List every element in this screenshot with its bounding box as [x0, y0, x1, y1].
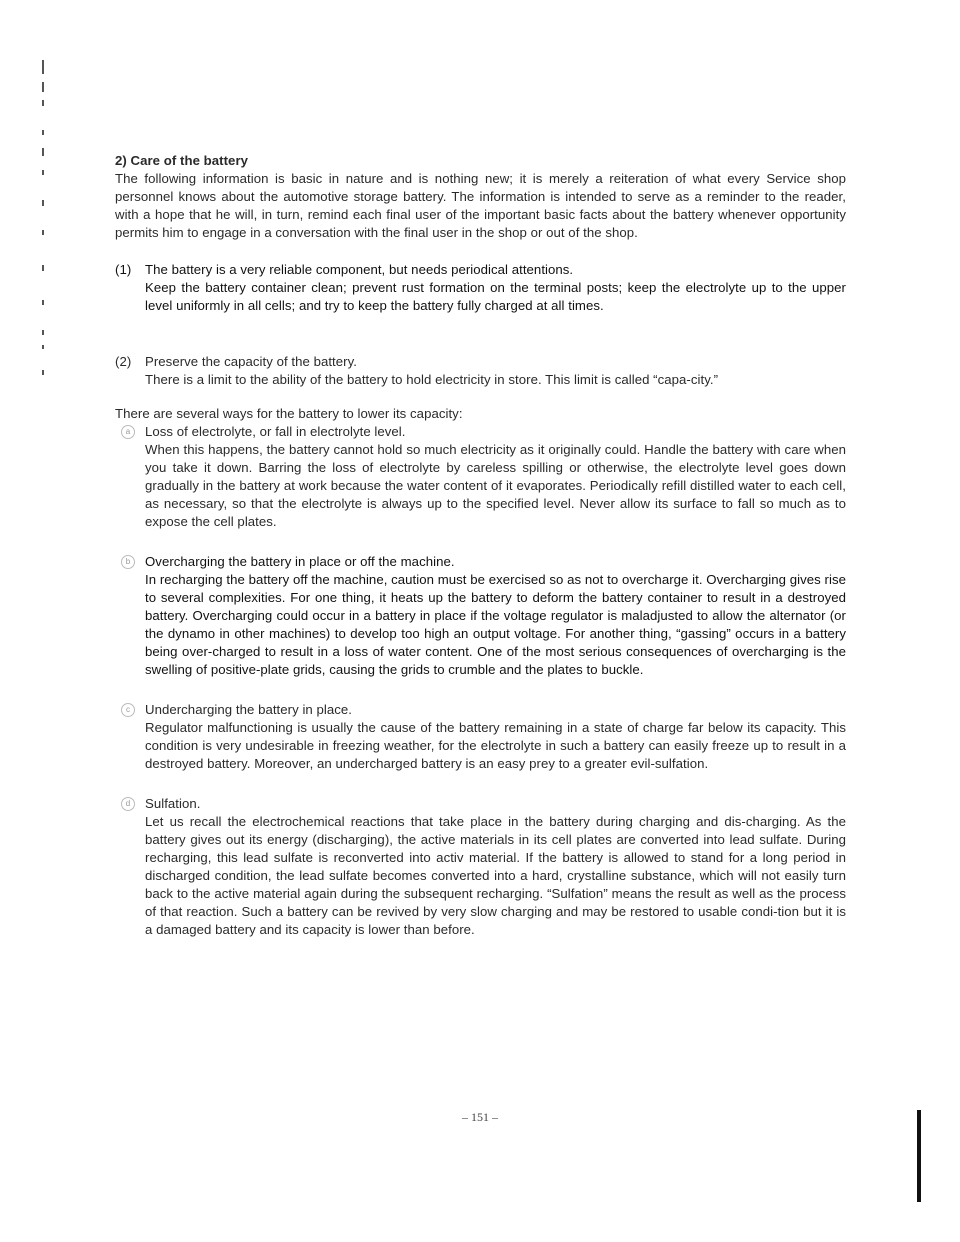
item-b: [115, 553, 846, 679]
item-c-marker: c: [121, 703, 135, 717]
section-1-title: The battery is a very reliable component, but needs periodical attentions.: [145, 262, 574, 277]
item-b-marker: b: [121, 555, 135, 569]
item-d-body: Let us recall the electrochemical reactions that take place in the battery during charging and dis-charging. As the battery gives out its energy (discharging), the active materials in its cell plates are converted into lead sulfate. During recharging, this lead sulfate is reconverted into activ material. If the battery is allowed to stand for a long period in discharged condition, the lead sulfate becomes converted into a hard, crystalline substance, which will not easily turn back to the active material again during the subsequent recharging. “Sulfation” means the result as well as the process of that reaction. Such a battery can be revived by very slow charging and may be restored to usable condi-tion but it is a damaged battery and its capacity is lower than before.: [145, 814, 846, 937]
section-1: [115, 261, 846, 315]
edge-rule: [917, 1110, 921, 1202]
page-content: [115, 152, 846, 939]
item-a-title: Loss of electrolyte, or fall in electrolyte level.: [145, 424, 406, 439]
item-c-title: Undercharging the battery in place.: [145, 702, 353, 717]
item-d-marker: d: [121, 797, 135, 811]
item-b-title: Overcharging the battery in place or off the machine.: [145, 554, 455, 569]
section-heading: 2) Care of the battery: [115, 153, 249, 168]
binding-marks: [38, 60, 52, 620]
section-2-body: There is a limit to the ability of the battery to hold electricity in store. This limit is called “capa-city.”: [145, 372, 719, 387]
section-2-number: (2): [115, 354, 132, 369]
intro-paragraph: The following information is basic in nature and is nothing new; it is merely a reiteration of what every Service shop personnel knows about the automotive storage battery. The information is intended to serve as a reminder to the reader, with a hope that he will, in turn, remind each final user of the important basic facts about the battery whenever opportunity permits him to engage in a conversation with the final user in the shop or out of the shop.: [115, 171, 846, 240]
section-2-title: Preserve the capacity of the battery.: [145, 354, 357, 369]
item-a-marker: a: [121, 425, 135, 439]
section-1-number: (1): [115, 262, 132, 277]
section-1-body: Keep the battery container clean; prevent rust formation on the terminal posts; keep the electrolyte up to the upper level uniformly in all cells; and try to keep the battery fully charged at all times.: [145, 280, 846, 313]
item-a: [115, 423, 846, 531]
ways-intro: There are several ways for the battery to lower its capacity:: [115, 406, 463, 421]
item-c: [115, 701, 846, 773]
item-d: [115, 795, 846, 939]
page-number: – 151 –: [462, 1110, 498, 1124]
item-d-title: Sulfation.: [145, 796, 201, 811]
item-a-body: When this happens, the battery cannot hold so much electricity as it originally could. Handle the battery with care when you take it down. Barring the loss of electrolyte by careless spilling or otherwise, the electrolyte level goes down gradually in the battery at work because the water content of it evaporates. Periodically refill distilled water to each cell, as necessary, so that the electrolyte is always up to the specified level. Never allow its surface to fall so much as to expose the cell plates.: [145, 442, 846, 529]
item-b-body: In recharging the battery off the machine, caution must be exercised so as not to overcharge it. Overcharging gives rise to several complexities. For one thing, it heats up the battery to deform the battery container to result in a destroyed battery. Overcharging could occur in a battery in place if the voltage regulator is maladjusted to allow the alternator (or the dynamo in other machines) to develop too high an output voltage. For another thing, “gassing” occurs in a battery being over-charged to result in a loss of water content. One of the most serious consequences of overcharging is the swelling of positive-plate grids, causing the grids to crumble and the plates to buckle.: [145, 572, 846, 677]
section-2: [115, 353, 846, 389]
item-c-body: Regulator malfunctioning is usually the cause of the battery remaining in a state of charge far below its capacity. This condition is very undesirable in freezing weather, for the electrolyte in such a battery can easily freeze up to result in a destroyed battery. Moreover, an undercharged battery is an easy prey to a greater evil-sulfation.: [145, 720, 846, 771]
